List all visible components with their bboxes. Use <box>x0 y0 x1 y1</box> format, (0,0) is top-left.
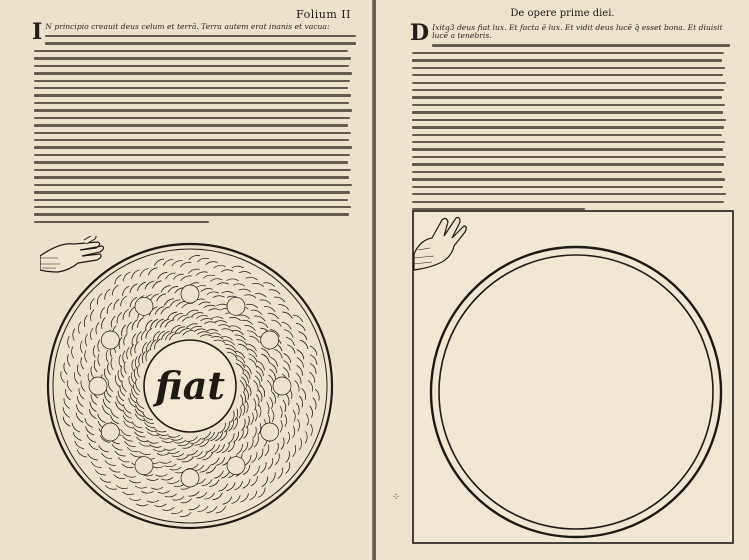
text-line <box>34 144 356 151</box>
right-incipit <box>410 20 730 46</box>
left-text-block <box>32 19 356 226</box>
text-line <box>34 218 356 225</box>
text-line <box>34 203 356 210</box>
running-head: De opere prime diei. <box>510 8 615 19</box>
text-line <box>34 189 356 196</box>
angel-face <box>135 297 153 315</box>
text-line <box>34 181 356 188</box>
text-line <box>412 168 730 175</box>
text-line <box>34 70 356 77</box>
text-line <box>34 122 356 129</box>
text-line <box>34 129 356 136</box>
text-line <box>412 191 730 198</box>
angel-face <box>227 297 245 315</box>
creation-woodcut-left <box>40 236 340 546</box>
text-line <box>45 32 356 39</box>
fiat-monogram: fiat <box>155 363 225 408</box>
text-line <box>412 109 730 116</box>
text-line <box>34 211 356 218</box>
left-incipit-text: N principio creauit deus celum et terrā. Terra autem erat inanis et vacua: <box>45 22 330 31</box>
text-line <box>34 114 356 121</box>
angel-face <box>227 457 245 475</box>
text-line <box>34 92 356 99</box>
right-text-block <box>410 20 730 213</box>
text-line <box>412 57 730 64</box>
angel-face <box>101 331 119 349</box>
angel-face <box>135 457 153 475</box>
text-line <box>412 79 730 86</box>
text-line <box>412 94 730 101</box>
right-incipit-text: Ixitq3 deus fiat lux. Et facta ē lux. Et vidit deus lucē q̄ esset bona. Et diuisit lucē a tenebris. <box>432 23 723 41</box>
text-line <box>412 49 730 56</box>
hand-of-god-icon <box>40 236 104 272</box>
dropcap-d: D <box>410 20 430 46</box>
text-line <box>45 40 356 47</box>
text-line <box>412 183 730 190</box>
text-line <box>412 72 730 79</box>
text-line <box>412 176 730 183</box>
text-line <box>34 151 356 158</box>
text-line <box>34 196 356 203</box>
text-line <box>34 55 356 62</box>
folio-number: Folium II <box>296 8 351 21</box>
angel-face <box>181 285 199 303</box>
left-incipit <box>32 19 356 45</box>
text-line <box>34 99 356 106</box>
text-line <box>412 116 730 123</box>
text-line <box>412 198 730 205</box>
text-line <box>412 64 730 71</box>
angel-face <box>181 469 199 487</box>
angel-face <box>261 423 279 441</box>
text-line <box>412 161 730 168</box>
text-line <box>34 62 356 69</box>
text-line <box>432 42 730 49</box>
text-line <box>34 107 356 114</box>
text-line <box>412 131 730 138</box>
left-page <box>0 0 373 560</box>
right-body-text <box>412 42 730 213</box>
text-line <box>34 174 356 181</box>
angel-face <box>273 377 291 395</box>
text-line <box>412 124 730 131</box>
text-line <box>412 139 730 146</box>
text-line <box>34 77 356 84</box>
text-line <box>412 101 730 108</box>
angel-face <box>261 331 279 349</box>
dropcap-i: I <box>32 19 43 45</box>
text-line <box>412 86 730 93</box>
creation-woodcut-right <box>412 210 734 544</box>
angel-face <box>89 377 107 395</box>
text-line <box>412 146 730 153</box>
angel-face <box>101 423 119 441</box>
left-body-text <box>34 32 356 225</box>
text-line <box>412 153 730 160</box>
text-line <box>34 159 356 166</box>
text-line <box>34 47 356 54</box>
text-line <box>34 137 356 144</box>
signature-mark: ⁘ <box>392 492 401 503</box>
text-line <box>34 84 356 91</box>
text-line <box>34 166 356 173</box>
